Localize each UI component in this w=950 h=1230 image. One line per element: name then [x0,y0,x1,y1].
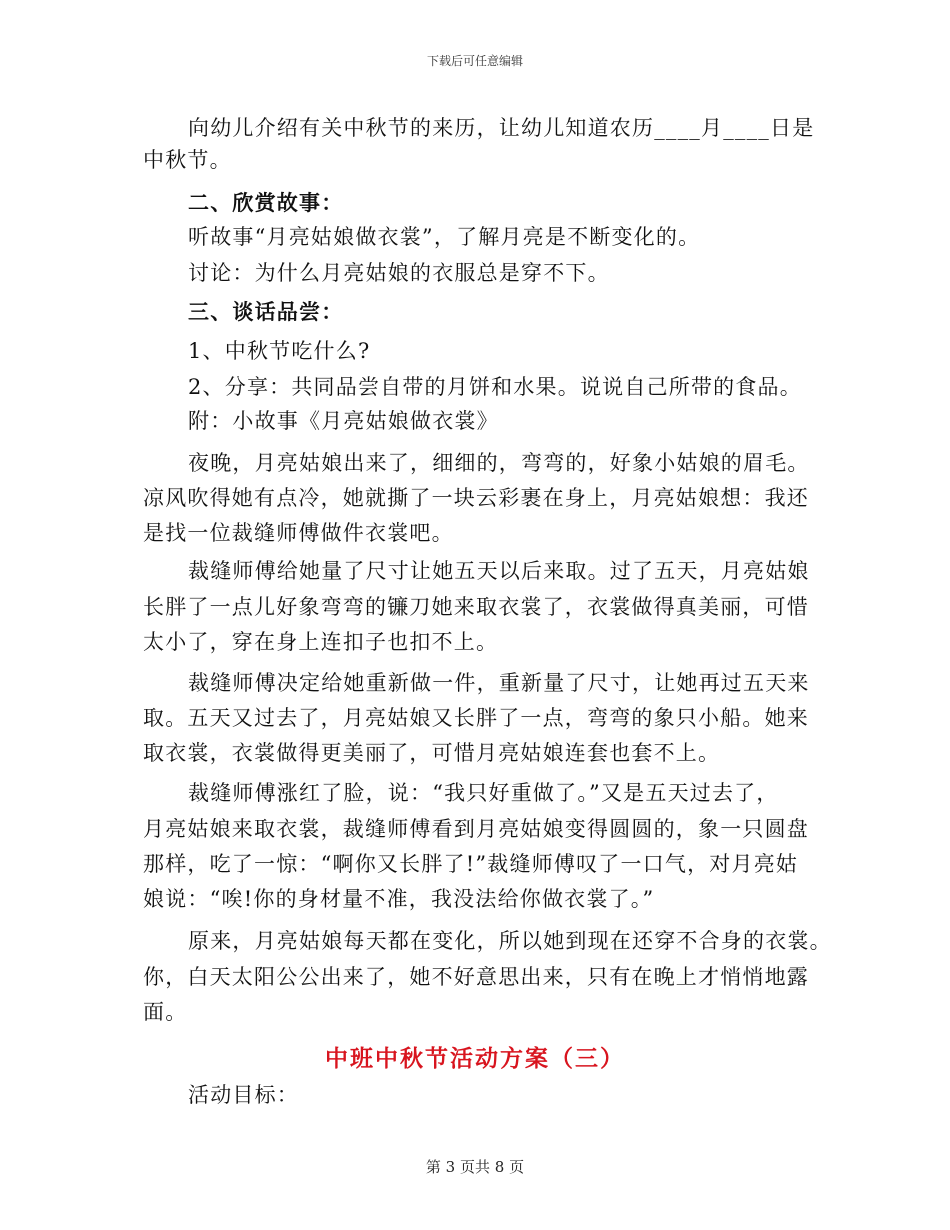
paragraph-line: 向幼儿介绍有关中秋节的来历，让幼儿知道农历____月____日是 [188,116,815,140]
paragraph-line: 长胖了一点儿好象弯弯的镰刀她来取衣裳了，衣裳做得真美丽，可惜 [143,595,809,619]
paragraph-line: 2、分享：共同品尝自带的月饼和水果。说说自己所带的食品。 [188,375,802,399]
paragraph-line: 取。五天又过去了，月亮姑娘又长胖了一点，弯弯的象只小船。她来 [143,706,809,730]
paragraph-line: 裁缝师傅决定给她重新做一件，重新量了尺寸，让她再过五天来 [188,671,810,695]
paragraph-line: 娘说：“唉!你的身材量不准，我没法给你做衣裳了。” [143,887,655,911]
paragraph-line: 是找一位裁缝师傅做件衣裳吧。 [143,521,454,545]
paragraph-line: 原来，月亮姑娘每天都在变化，所以她到现在还穿不合身的衣裳。 [188,929,832,953]
page-footer: 第 3 页共 8 页 [425,1158,525,1176]
paragraph-line: 中秋节。 [143,148,232,172]
paragraph-line: 你，白天太阳公公出来了，她不好意思出来，只有在晚上才悄悄地露 [143,965,809,989]
paragraph-line: 那样，吃了一惊：“啊你又长胖了!”裁缝师傅叹了一口气，对月亮姑 [143,852,799,876]
section-heading: 三、谈话品尝： [188,299,344,324]
paragraph-line: 裁缝师傅涨红了脸，说：“我只好重做了。”又是五天过去了， [188,781,779,805]
section-title: 中班中秋节活动方案（三） [325,1046,625,1072]
section-heading: 二、欣赏故事： [188,190,344,215]
paragraph-line: 取衣裳，衣裳做得更美丽了，可惜月亮姑娘连套也套不上。 [143,741,721,765]
paragraph-line: 讨论：为什么月亮姑娘的衣服总是穿不下。 [188,261,610,285]
paragraph-line: 听故事“月亮姑娘做衣裳”，了解月亮是不断变化的。 [188,225,701,249]
paragraph-line: 裁缝师傅给她量了尺寸让她五天以后来取。过了五天，月亮姑娘 [188,559,810,583]
paragraph-line: 夜晚，月亮姑娘出来了，细细的，弯弯的，好象小姑娘的眉毛。 [188,451,810,475]
paragraph-line: 面。 [143,1000,188,1024]
paragraph-line: 月亮姑娘来取衣裳，裁缝师傅看到月亮姑娘变得圆圆的，象一只圆盘 [143,817,809,841]
page-header: 下载后可任意编辑 [426,54,523,68]
paragraph-line: 附：小故事《月亮姑娘做衣裳》 [188,409,499,433]
paragraph-line: 活动目标： [188,1083,299,1107]
paragraph-line: 凉风吹得她有点冷，她就撕了一块云彩裹在身上，月亮姑娘想：我还 [143,486,809,510]
paragraph-line: 1、中秋节吃什么? [188,339,371,363]
paragraph-line: 太小了，穿在身上连扣子也扣不上。 [143,630,499,654]
